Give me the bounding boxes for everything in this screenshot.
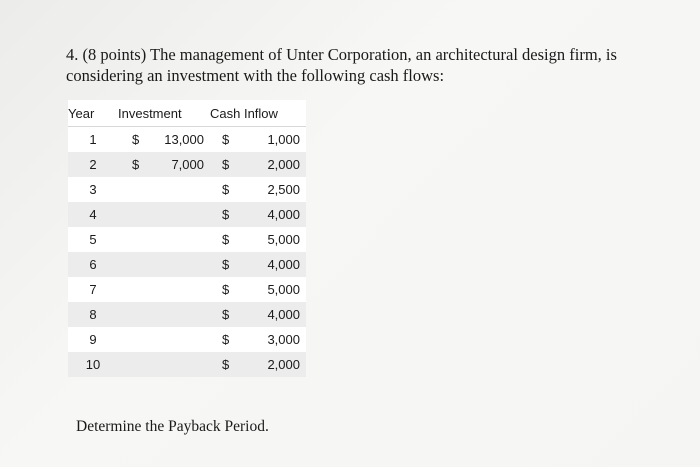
cash-inflow-cell bbox=[210, 227, 306, 252]
investment-currency: $ bbox=[132, 157, 140, 172]
year-cell: 2 bbox=[68, 152, 118, 177]
cash-inflow-currency: $ bbox=[222, 157, 230, 172]
table-row bbox=[68, 152, 306, 177]
year-cell: 4 bbox=[68, 202, 118, 227]
cash-inflow-currency: $ bbox=[222, 232, 230, 247]
cash-inflow-cell bbox=[210, 277, 306, 302]
cash-inflow-value: 2,000 bbox=[267, 357, 300, 372]
header-year: Year bbox=[68, 100, 118, 127]
cash-inflow-currency: $ bbox=[222, 257, 230, 272]
year-cell: 5 bbox=[68, 227, 118, 252]
cash-inflow-cell bbox=[210, 302, 306, 327]
cash-inflow-value: 4,000 bbox=[267, 257, 300, 272]
cash-inflow-currency: $ bbox=[222, 182, 230, 197]
cash-flow-table bbox=[68, 100, 306, 377]
year-cell: 1 bbox=[68, 127, 118, 153]
year-cell: 7 bbox=[68, 277, 118, 302]
cash-inflow-cell bbox=[210, 252, 306, 277]
table-row bbox=[68, 277, 306, 302]
cash-inflow-currency: $ bbox=[222, 207, 230, 222]
investment-cell bbox=[118, 252, 210, 277]
cash-inflow-value: 2,000 bbox=[267, 157, 300, 172]
cash-inflow-cell bbox=[210, 177, 306, 202]
header-investment: Investment bbox=[118, 100, 210, 127]
header-cash-inflow: Cash Inflow bbox=[210, 100, 306, 127]
cash-inflow-currency: $ bbox=[222, 357, 230, 372]
cash-inflow-cell bbox=[210, 327, 306, 352]
cash-inflow-currency: $ bbox=[222, 332, 230, 347]
cash-inflow-cell bbox=[210, 127, 306, 153]
cash-inflow-currency: $ bbox=[222, 282, 230, 297]
year-cell: 9 bbox=[68, 327, 118, 352]
payback-prompt: Determine the Payback Period. bbox=[76, 418, 269, 435]
cash-inflow-currency: $ bbox=[222, 307, 230, 322]
cash-inflow-value: 5,000 bbox=[267, 282, 300, 297]
year-cell: 8 bbox=[68, 302, 118, 327]
investment-currency: $ bbox=[132, 132, 140, 147]
table-row bbox=[68, 177, 306, 202]
investment-cell bbox=[118, 127, 210, 153]
table-row bbox=[68, 227, 306, 252]
cash-inflow-currency: $ bbox=[222, 132, 230, 147]
investment-cell bbox=[118, 227, 210, 252]
cash-inflow-cell bbox=[210, 202, 306, 227]
cash-inflow-value: 4,000 bbox=[267, 307, 300, 322]
question-text: 4. (8 points) The management of Unter Corporation, an architectural design firm, is considering an investment with the following cash flows: bbox=[66, 45, 617, 85]
table-row bbox=[68, 327, 306, 352]
investment-value: 13,000 bbox=[164, 132, 204, 147]
cash-inflow-value: 5,000 bbox=[267, 232, 300, 247]
investment-cell bbox=[118, 152, 210, 177]
cash-inflow-value: 3,000 bbox=[267, 332, 300, 347]
investment-value: 7,000 bbox=[171, 157, 204, 172]
cash-inflow-value: 1,000 bbox=[267, 132, 300, 147]
investment-cell bbox=[118, 177, 210, 202]
table-row bbox=[68, 127, 306, 153]
investment-cell bbox=[118, 277, 210, 302]
cash-inflow-value: 4,000 bbox=[267, 207, 300, 222]
cash-inflow-cell bbox=[210, 352, 306, 377]
investment-cell bbox=[118, 352, 210, 377]
cash-inflow-value: 2,500 bbox=[267, 182, 300, 197]
table-row bbox=[68, 252, 306, 277]
year-cell: 6 bbox=[68, 252, 118, 277]
table-row bbox=[68, 202, 306, 227]
table-row bbox=[68, 302, 306, 327]
investment-cell bbox=[118, 327, 210, 352]
year-cell: 10 bbox=[68, 352, 118, 377]
table-row bbox=[68, 352, 306, 377]
investment-cell bbox=[118, 302, 210, 327]
investment-cell bbox=[118, 202, 210, 227]
year-cell: 3 bbox=[68, 177, 118, 202]
table-header-row bbox=[68, 100, 306, 127]
cash-inflow-cell bbox=[210, 152, 306, 177]
